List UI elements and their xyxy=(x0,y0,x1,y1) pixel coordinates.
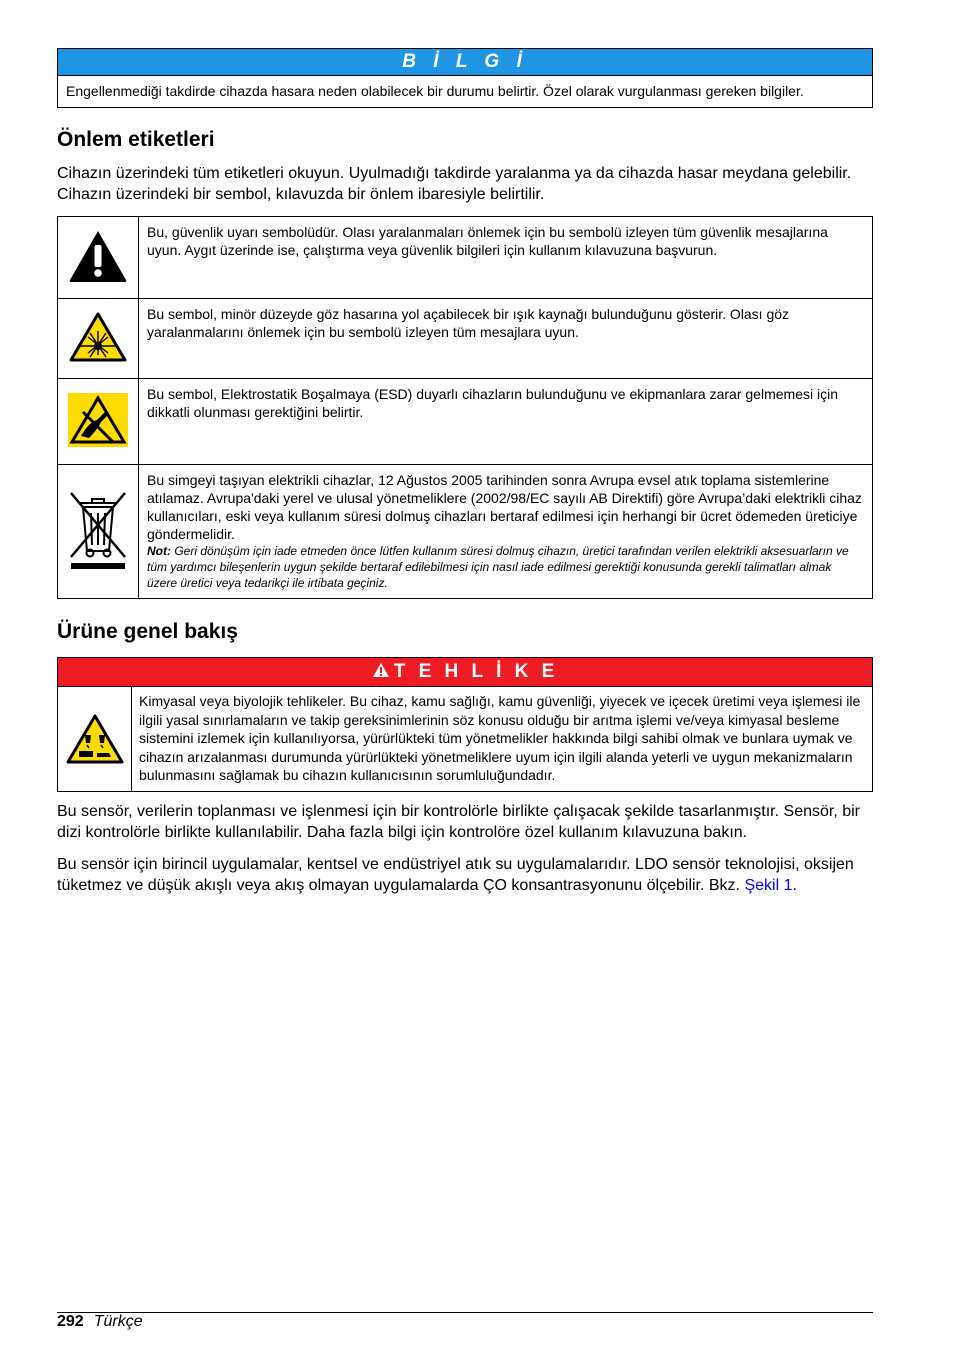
overview-paragraph-2 xyxy=(57,854,873,896)
notice-heading: B İ L G İ xyxy=(58,49,872,76)
notice-text: Engellenmediği takdirde cihazda hasara neden olabilecek bir durumu belirtir. Özel olarak vurgulanması gereken bilgiler. xyxy=(66,83,804,99)
precaution-symbols-table xyxy=(57,216,873,599)
footer-language: Türkçe xyxy=(93,1313,143,1330)
table-row xyxy=(58,217,873,299)
page-content xyxy=(57,48,873,896)
weee-text: Bu simgeyi taşıyan elektrikli cihazlar, 12 Ağustos 2005 tarihinden sonra Avrupa evsel atık toplama sistemlerine atılamaz. Avrupa'daki yerel ve ulusal yönetmeliklere (2002/98/EC sayılı AB Direktifi) göre Avrupa’daki elektrikli cihaz kullanıcıları, eski veya kullanım süresi dolmuş cihazları bertaraf edilmesi için herhangi bir ücret ödemeden üreticiye göndermelidir. xyxy=(147,472,862,542)
overview-heading: Ürüne genel bakış xyxy=(57,620,238,643)
weee-crossed-bin-icon xyxy=(65,489,131,571)
symbol-cell xyxy=(58,299,139,379)
figure-1-link[interactable]: Şekil 1 xyxy=(744,876,793,894)
precautions-heading: Önlem etiketleri xyxy=(57,128,215,151)
overview-paragraph-2-text: Bu sensör için birincil uygulamalar, kentsel ve endüstriyel atık su uygulamalarıdır. LDO sensör teknolojisi, oksijen tüketmez ve düşük akışlı veya akış olmayan uygulamalarda ÇO konsantrasyonunu ölçebilir. Bkz. xyxy=(57,855,854,894)
symbol-description: Bu sembol, Elektrostatik Boşalmaya (ESD) duyarlı cihazların bulunduğunu ve ekipmanlara zarar gelmemesi için dikkatli olunması gerektiğini belirtir. xyxy=(139,379,873,465)
warning-triangle-icon xyxy=(67,228,129,284)
esd-icon xyxy=(67,392,129,448)
danger-heading: T E H L İ K E xyxy=(393,661,559,682)
note-text: Geri dönüşüm için iade etmeden önce lütfen kullanım süresi dolmuş cihazın, üretici tarafından verilen elektrikli aksesuarların ve tüm yardımcı bileşenlerin uygun şekilde bertaraf edilebilmesi için nasıl iade edilmesi gerektiği konusunda gerekli talimatları almak üzere üretici veya tedarikçi ile irtibata geçiniz. xyxy=(147,544,849,590)
symbol-cell xyxy=(58,379,139,465)
danger-box xyxy=(57,657,873,792)
danger-heading-bar xyxy=(58,658,872,687)
symbol-cell xyxy=(58,465,139,599)
symbol-description-weee xyxy=(139,465,873,599)
note-label: Not: xyxy=(147,544,171,558)
table-row xyxy=(58,299,873,379)
danger-icon-cell xyxy=(58,687,132,791)
warning-triangle-icon xyxy=(372,662,390,678)
symbol-cell xyxy=(58,217,139,299)
notice-box xyxy=(57,48,873,108)
danger-text: Kimyasal veya biyolojik tehlikeler. Bu cihaz, kamu sağlığı, kamu güvenliği, yiyecek ve içecek üretimi veya işlemesi ile ilgili yasal sınırlamaların ve takip gereksinimlerinin söz konusu olduğu bir arıtma işlemi ve/veya kimyasal besleme sistemini izlemek için kullanılıyorsa, yürürlükteki tüm yönetmelikler hakkında bilgi sahibi olmak ve bunlara uymak ve cihazın arızalanması durumunda yürürlükteki yönetmeliklere uyum için ilgili alanda yeterli ve uygun mekanizmaların bulunmasını sağlamak bu cihazın kullanıcısının sorumluluğundadır. xyxy=(139,693,861,783)
page-footer xyxy=(57,1312,143,1332)
footer-rule xyxy=(57,1312,873,1313)
precautions-intro: Cihazın üzerindeki tüm etiketleri okuyun. Uyulmadığı takdirde yaralanma ya da cihazda hasar meydana gelebilir. Cihazın üzerindeki bir sembol, kılavuzda bir önlem ibaresiyle belirtilir. xyxy=(57,165,852,203)
table-row xyxy=(58,379,873,465)
symbol-description: Bu sembol, minör düzeyde göz hasarına yol açabilecek bir ışık kaynağı bulunduğunu gösterir. Olası göz yaralanmalarını önlemek için bu sembolü izleyen tüm mesajlara uyun. xyxy=(139,299,873,379)
danger-content xyxy=(58,687,872,791)
symbol-description: Bu, güvenlik uyarı sembolüdür. Olası yaralanmaları önlemek için bu sembolü izleyen tüm güvenlik mesajlarına uyun. Aygıt üzerinde ise, çalıştırma veya güvenlik bilgileri için kullanım kılavuzuna başvurun. xyxy=(139,217,873,299)
table-row xyxy=(58,465,873,599)
chemical-hazard-icon xyxy=(65,713,125,765)
weee-note xyxy=(147,543,864,591)
laser-hazard-icon xyxy=(68,311,128,363)
page-number: 292 xyxy=(57,1313,84,1330)
overview-paragraph-2-end: . xyxy=(792,876,797,894)
overview-paragraph-1: Bu sensör, verilerin toplanması ve işlenmesi için bir kontrolörle birlikte çalışacak şekilde tasarlanmıştır. Sensör, bir dizi kontrolörle birlikte kullanılabilir. Daha fazla bilgi için kontrolöre özel kullanım kılavuzuna bakın. xyxy=(57,802,860,841)
